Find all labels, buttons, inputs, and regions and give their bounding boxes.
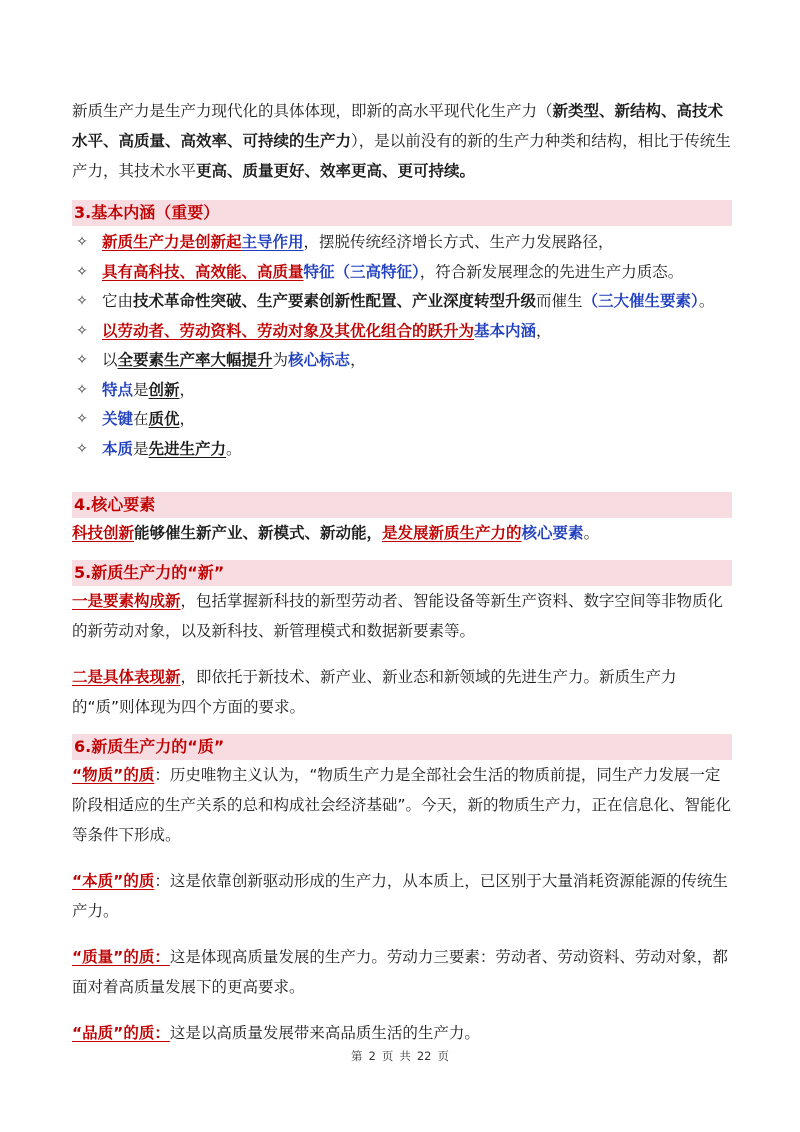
diamond-star-icon: ✧ bbox=[76, 440, 88, 457]
footer-text: 第 bbox=[351, 1049, 363, 1063]
section-heading-5: 5.新质生产力的“新” bbox=[72, 560, 732, 586]
footer-text: 共 bbox=[399, 1049, 411, 1063]
emphasis: “品质”的质： bbox=[72, 1024, 170, 1042]
section-5-paragraph-2 bbox=[72, 662, 732, 722]
text: 这是体现高质量发展的生产力。劳动力三要素：劳动者、劳动资料、劳动对象，都面对着高质量发展下的更高要求。 bbox=[72, 948, 728, 996]
text: 。 bbox=[698, 292, 715, 310]
text: 以 bbox=[102, 351, 118, 369]
footer-text: 页 bbox=[437, 1049, 449, 1063]
footer-text: 页 bbox=[381, 1049, 394, 1063]
text: ，摆脱传统经济增长方式、生产力发展路径， bbox=[303, 233, 614, 251]
emphasis: 创新 bbox=[148, 380, 180, 399]
emphasis: 能够催生新产业、新模式、新动能， bbox=[134, 524, 383, 542]
emphasis: 特征（三高特征） bbox=[303, 262, 420, 281]
emphasis: “本质”的质 bbox=[72, 872, 155, 890]
text: ， bbox=[350, 351, 366, 369]
intro-paragraph bbox=[72, 96, 732, 186]
text: 这是以高质量发展带来高品质生活的生产力。 bbox=[169, 1024, 480, 1042]
section-4-paragraph bbox=[72, 518, 732, 548]
diamond-star-icon: ✧ bbox=[76, 234, 88, 250]
text: 是 bbox=[133, 439, 149, 458]
list-item bbox=[72, 346, 732, 376]
emphasis: “质量”的质： bbox=[72, 948, 170, 966]
intro-text: ），是以前没有的新的生产力种类和结构，相比于传统生产力，其技术水平 bbox=[72, 132, 731, 180]
page-footer bbox=[0, 1048, 800, 1064]
diamond-star-icon: ✧ bbox=[76, 263, 88, 280]
section-6-paragraph-1 bbox=[72, 760, 732, 850]
section-heading-3: 3.基本内涵（重要） bbox=[72, 200, 732, 226]
text: 为 bbox=[272, 351, 289, 369]
text: 。 bbox=[226, 439, 242, 458]
emphasis: 特点 bbox=[102, 380, 134, 399]
emphasis: 科技创新 bbox=[72, 524, 135, 542]
section-heading-6: 6.新质生产力的“质” bbox=[72, 734, 732, 760]
text: ：历史唯物主义认为，“物质生产力是全部社会生活的物质前提，同生产力发展一定阶段相适应的生产关系的总和构成社会经济基础”。今天，新的物质生产力，正在信息化、智能化等条件下形成。 bbox=[72, 766, 732, 844]
emphasis: 主导作用 bbox=[241, 233, 304, 251]
list-item bbox=[72, 317, 732, 347]
emphasis: 本质 bbox=[102, 439, 134, 458]
emphasis: 基本内涵 bbox=[474, 321, 537, 340]
list-item bbox=[72, 376, 732, 406]
intro-text: 新质生产力是生产力现代化的具体体现，即新的高水平现代化生产力（ bbox=[72, 102, 553, 120]
emphasis: 质优 bbox=[148, 410, 180, 428]
text: 在 bbox=[133, 410, 149, 428]
emphasis: 是发展新质生产力的 bbox=[382, 524, 522, 542]
list-item bbox=[72, 228, 732, 258]
emphasis: 新质生产力是创新起 bbox=[102, 233, 242, 251]
text: 而催生 bbox=[536, 292, 583, 310]
list-item bbox=[72, 405, 732, 435]
emphasis: 二是具体表现新 bbox=[72, 668, 181, 686]
page-total: 22 bbox=[416, 1049, 432, 1063]
emphasis: 先进生产力 bbox=[148, 439, 227, 458]
diamond-star-icon: ✧ bbox=[76, 293, 88, 309]
emphasis: 全要素生产率大幅提升 bbox=[117, 351, 273, 369]
section-5-paragraph-1 bbox=[72, 586, 732, 646]
emphasis: 关键 bbox=[102, 410, 134, 428]
section-6-paragraph-4 bbox=[72, 1018, 732, 1048]
diamond-star-icon: ✧ bbox=[76, 411, 88, 427]
emphasis: 核心标志 bbox=[288, 351, 351, 369]
document-page bbox=[72, 96, 732, 1048]
section-6-paragraph-3 bbox=[72, 942, 732, 1002]
section-6-paragraph-2 bbox=[72, 866, 732, 926]
text: 是 bbox=[133, 380, 149, 399]
emphasis: “物质”的质 bbox=[72, 766, 155, 784]
intro-bold: 新类型、新结构、高技术水平、高质量、高效率、可持续的生产力 bbox=[72, 102, 724, 150]
diamond-star-icon: ✧ bbox=[76, 352, 88, 368]
diamond-star-icon: ✧ bbox=[76, 322, 88, 339]
text: ， bbox=[179, 380, 196, 399]
text: ， bbox=[536, 321, 552, 340]
emphasis: 具有高科技、高效能、高质量 bbox=[102, 262, 304, 281]
emphasis: 以劳动者、劳动资料、劳动对象及其优化组合的跃升为 bbox=[102, 321, 475, 340]
diamond-star-icon: ✧ bbox=[76, 381, 88, 398]
section-heading-4: 4.核心要素 bbox=[72, 492, 732, 518]
text: ，包括掌握新科技的新型劳动者、智能设备等新生产资料、数字空间等非物质化的新劳动对象，以及新科技、新管理模式和数据新要素等。 bbox=[72, 592, 724, 640]
text: 它由 bbox=[102, 292, 134, 310]
list-item bbox=[72, 435, 732, 465]
emphasis: 核心要素 bbox=[521, 524, 584, 542]
page-number: 2 bbox=[368, 1049, 376, 1063]
emphasis: （三大催生要素） bbox=[582, 292, 699, 310]
intro-bold: 更高、质量更好、效率更高、更可持续。 bbox=[196, 162, 476, 180]
text: ，即依托于新技术、新产业、新业态和新领域的先进生产力。新质生产力的“质”则体现为四个方面的要求。 bbox=[72, 668, 677, 716]
list-item bbox=[72, 258, 732, 288]
text: ：这是依靠创新驱动形成的生产力，从本质上，已区别于大量消耗资源能源的传统生产力。 bbox=[72, 872, 728, 920]
emphasis: 一是要素构成新 bbox=[72, 592, 181, 610]
bullet-list bbox=[72, 228, 732, 464]
text: ， bbox=[179, 410, 196, 428]
text: ，符合新发展理念的先进生产力质态。 bbox=[419, 262, 684, 281]
text: 。 bbox=[583, 524, 600, 542]
list-item bbox=[72, 287, 732, 317]
emphasis: 技术革命性突破、生产要素创新性配置、产业深度转型升级 bbox=[133, 292, 537, 310]
